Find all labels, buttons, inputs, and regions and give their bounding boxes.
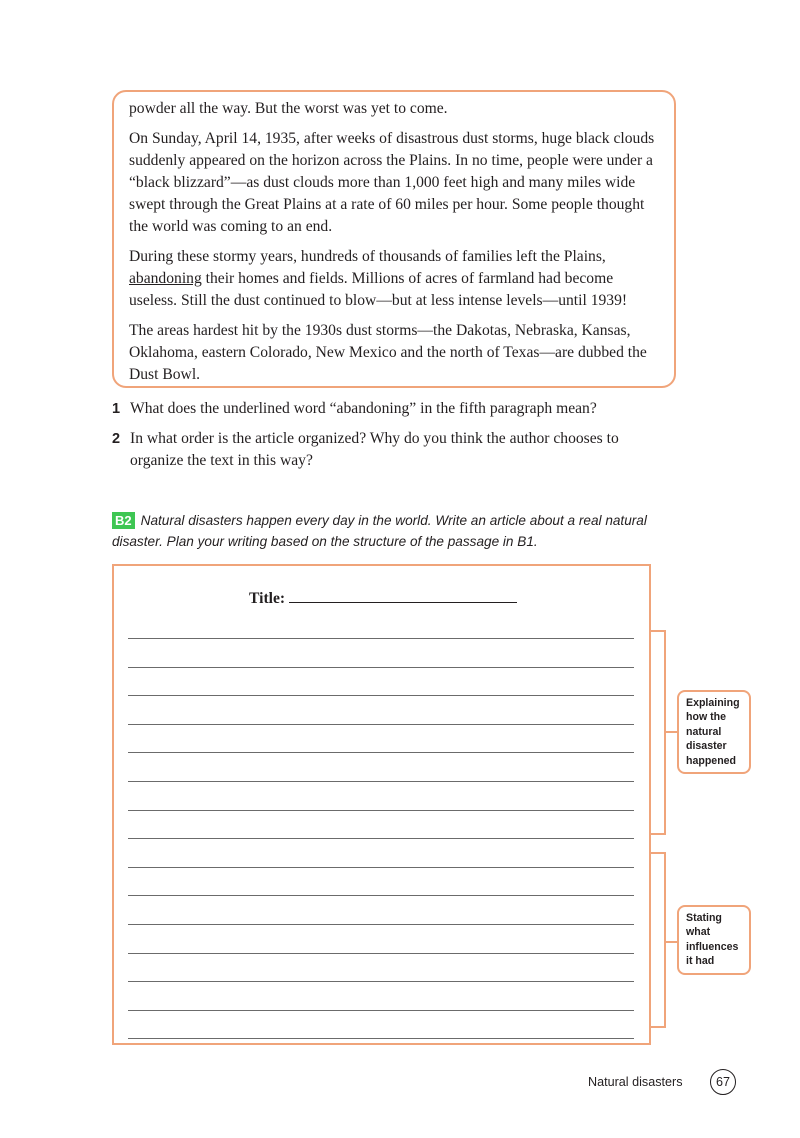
writing-line[interactable] xyxy=(128,695,634,696)
writing-line[interactable] xyxy=(128,1010,634,1011)
writing-area xyxy=(112,564,651,1045)
task-instruction xyxy=(112,510,672,552)
task-badge: B2 xyxy=(112,512,135,529)
question-2 xyxy=(112,428,672,472)
bracket-connector xyxy=(666,941,677,943)
page-number: 67 xyxy=(710,1069,736,1095)
writing-line[interactable] xyxy=(128,667,634,668)
question-text: In what order is the article organized? Why do you think the author chooses to organize the text in this way? xyxy=(130,430,619,469)
writing-line[interactable] xyxy=(128,638,634,639)
passage-text: their homes and fields. Millions of acres of farmland had become useless. Still the dust continued to blow—but at less intense levels—until 1939! xyxy=(129,270,628,309)
underlined-word: abandoning xyxy=(129,270,202,287)
question-number: 2 xyxy=(112,431,121,447)
passage-paragraph: powder all the way. But the worst was yet to come. xyxy=(129,100,448,117)
bracket-stating xyxy=(651,852,666,1028)
question-number: 1 xyxy=(112,401,121,417)
writing-line[interactable] xyxy=(128,810,634,811)
writing-line[interactable] xyxy=(128,838,634,839)
writing-line[interactable] xyxy=(128,981,634,982)
writing-line[interactable] xyxy=(128,752,634,753)
footer-section-label: Natural disasters xyxy=(588,1075,683,1089)
writing-line[interactable] xyxy=(128,781,634,782)
writing-line[interactable] xyxy=(128,724,634,725)
question-text: What does the underlined word “abandoning” in the fifth paragraph mean? xyxy=(130,400,597,417)
passage-paragraph: On Sunday, April 14, 1935, after weeks of disastrous dust storms, huge black clouds suddenly appeared on the horizon across the Plains. In no time, people were under a “black blizzard”—as dust clouds more than 1,000 feet high and many miles wide swept through the Great Plains at a rate of 60 miles per hour. Some people thought the world was coming to an end. xyxy=(129,130,655,235)
passage-paragraph: The areas hardest hit by the 1930s dust storms—the Dakotas, Nebraska, Kansas, Oklahoma, eastern Colorado, New Mexico and the north of Texas—are dubbed the Dust Bowl. xyxy=(129,322,647,383)
writing-line[interactable] xyxy=(128,953,634,954)
writing-line[interactable] xyxy=(128,867,634,868)
title-blank-line[interactable] xyxy=(289,590,517,603)
writing-line[interactable] xyxy=(128,1038,634,1039)
writing-line[interactable] xyxy=(128,924,634,925)
passage-paragraph xyxy=(129,246,660,312)
bracket-connector xyxy=(666,731,677,733)
passage-text: During these stormy years, hundreds of thousands of families left the Plains, xyxy=(129,248,606,265)
reading-passage-box xyxy=(112,90,676,388)
callout-stating: Stating what influences it had xyxy=(677,905,751,975)
title-label: Title: xyxy=(249,590,286,607)
task-text: Natural disasters happen every day in the world. Write an article about a real natural disaster. Plan your writing based on the structure of the passage in B1. xyxy=(112,513,647,549)
title-row xyxy=(249,590,517,608)
callout-explaining: Explaining how the natural disaster happened xyxy=(677,690,751,774)
bracket-explaining xyxy=(651,630,666,835)
writing-line[interactable] xyxy=(128,895,634,896)
question-1 xyxy=(112,398,672,420)
